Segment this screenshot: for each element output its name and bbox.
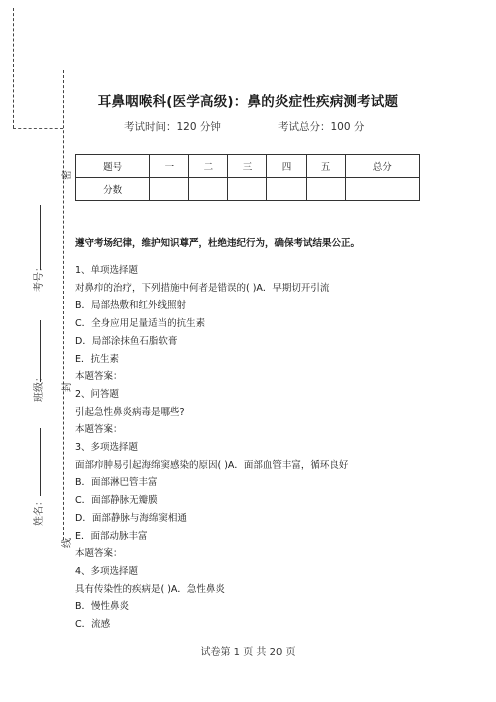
- question-line: B．面部淋巴管丰富: [75, 477, 158, 489]
- score-table: [75, 154, 420, 201]
- field-label-exam-number: 考号：: [34, 262, 45, 292]
- field-line-exam-number: [40, 205, 41, 270]
- score-table-score-row: [76, 178, 420, 201]
- score-header-cell: 三: [228, 155, 267, 178]
- score-header-cell: 四: [267, 155, 306, 178]
- field-line-class: [40, 320, 41, 382]
- score-row-label: 分数: [76, 178, 150, 201]
- question-line: 本题答案：: [75, 424, 123, 436]
- score-cell: [150, 178, 189, 201]
- seal-char-feng: 封: [62, 382, 73, 392]
- question-line: B．局部热敷和红外线照射: [75, 300, 187, 312]
- field-line-name: [40, 428, 41, 496]
- question-line: D．局部涂抹鱼石脂软膏: [75, 335, 178, 347]
- question-line: 3、多项选择题: [75, 442, 139, 454]
- question-line: 4、多项选择题: [75, 565, 139, 577]
- question-line: C．流感: [75, 619, 111, 631]
- score-cell: [189, 178, 228, 201]
- exam-time: 考试时间：120 分钟: [124, 121, 221, 133]
- question-line: 本题答案：: [75, 548, 123, 560]
- field-label-class: 班级：: [34, 372, 45, 402]
- field-label-name: 姓名：: [34, 496, 45, 526]
- question-list: [75, 262, 348, 634]
- question-line: 2、问答题: [75, 388, 120, 400]
- question-line: 面部疖肿易引起海绵窦感染的原因( )A．面部血管丰富，循环良好: [75, 459, 349, 471]
- question-line: 1、单项选择题: [75, 265, 139, 276]
- header-dashed-rule: [13, 128, 63, 129]
- question-line: C．面部静脉无瓣膜: [75, 495, 158, 507]
- score-header-cell: 五: [306, 155, 345, 178]
- exam-total-score: 考试总分：100 分: [278, 121, 365, 133]
- score-cell: [228, 178, 267, 201]
- question-line: E．抗生素: [75, 353, 120, 365]
- score-header-cell: 二: [189, 155, 228, 178]
- score-header-cell: 一: [150, 155, 189, 178]
- exam-notice: 遵守考场纪律，维护知识尊严，杜绝违纪行为，确保考试结果公正。: [75, 238, 361, 249]
- binding-seal-line: [63, 70, 64, 540]
- question-line: 具有传染性的疾病是( )A．急性鼻炎: [75, 583, 225, 595]
- score-cell: [306, 178, 345, 201]
- question-line: 引起急性鼻炎病毒是哪些?: [75, 406, 185, 418]
- question-line: 本题答案：: [75, 371, 123, 383]
- question-line: 对鼻疖的治疗，下列措施中何者是错误的( )A．早期切开引流: [75, 282, 330, 294]
- score-table-header-row: [76, 155, 420, 178]
- score-cell: [267, 178, 306, 201]
- question-line: E．面部动脉丰富: [75, 530, 148, 542]
- seal-char-mi: 密: [62, 170, 73, 180]
- question-line: B．慢性鼻炎: [75, 601, 130, 613]
- exam-title: 耳鼻咽喉科(医学高级)：鼻的炎症性疾病测考试题: [97, 94, 399, 110]
- score-header-cell: 题号: [76, 155, 150, 178]
- score-cell: [345, 178, 419, 201]
- binding-dashed-line: [13, 8, 14, 128]
- seal-char-xian: 线: [62, 538, 73, 548]
- question-line: C．全身应用足量适当的抗生素: [75, 318, 206, 330]
- page-footer: 试卷第 1 页 共 20 页: [200, 647, 296, 658]
- score-header-cell: 总分: [345, 155, 419, 178]
- question-line: D．面部静脉与海绵窦相通: [75, 512, 187, 524]
